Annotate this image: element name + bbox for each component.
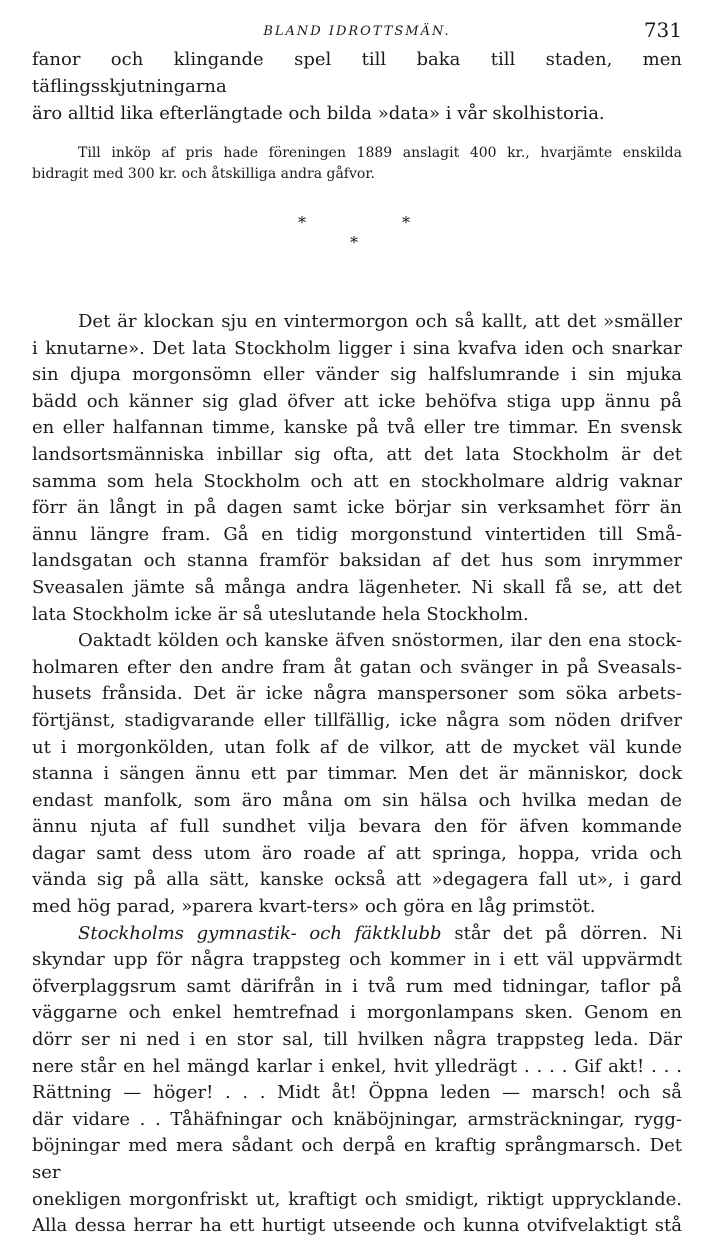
text-line: Oaktadt kölden och kanske äfven snöstormen, ilar den ena stock- — [78, 630, 682, 652]
text-line — [32, 921, 682, 948]
text-line: endast manfolk, som äro måna om sin hälsa och hvilka medan de — [32, 789, 682, 811]
text-line: nere står en hel mängd karlar i enkel, hvit ylledrägt . . . . Gif akt! . . . — [32, 1055, 682, 1077]
text-line: onekligen morgonfriskt ut, kraftigt och smidigt, riktigt upprycklande. — [32, 1188, 682, 1210]
text-line: stanna i sängen ännu ett par timmar. Men det är människor, dock — [32, 763, 682, 785]
text-line: förtjänst, stadigvarande eller tillfällig, icke några som nöden drifver — [32, 709, 682, 731]
text-line: i knutarne». Det lata Stockholm ligger i sina kvafva iden och snarkar — [32, 337, 682, 359]
paragraph — [32, 628, 682, 921]
text-line: lata Stockholm icke är så uteslutande hela Stockholm. — [32, 603, 529, 625]
asterisk: * — [402, 213, 410, 232]
text-line: husets frånsida. Det är icke några manspersoner som söka arbets- — [32, 683, 682, 705]
continued-paragraph — [32, 46, 682, 127]
asterisk: * — [298, 213, 306, 232]
text-line: Sveasalen jämte så många andra lägenheter. Ni skall få se, att det — [32, 576, 682, 598]
running-title: BLAND IDROTTSMÄN. — [263, 24, 451, 39]
text-line: öfverplaggsrum samt därifrån in i två rum med tidningar, taflor på — [32, 975, 682, 997]
book-page — [32, 14, 682, 1240]
club-name: Stockholms gymnastik- och fäktklubb — [78, 922, 442, 944]
text-line: Rättning — höger! . . . Midt åt! Öppna leden — marsch! och så — [32, 1082, 682, 1104]
text-line: där vidare . . Tåhäfningar och knäböjningar, armsträckningar, rygg- — [32, 1108, 682, 1130]
text-line: fanor och klingande spel till baka till staden, men täflingsskjutningarna — [32, 49, 682, 97]
text-line: med hög parad, »parera kvart-ters» och göra en låg primstöt. — [32, 896, 596, 918]
main-text — [32, 309, 682, 1240]
text-line: dagar samt dess utom äro roade af att springa, hoppa, vrida och — [32, 842, 682, 864]
text-line: vända sig på alla sätt, kanske också att »degagera fall ut», i gard — [32, 869, 682, 891]
text-line: bädd och känner sig glad öfver att icke behöfva stiga upp ännu på — [32, 390, 682, 412]
text-line: samma som hela Stockholm och att en stockholmare aldrig vaknar — [32, 470, 682, 492]
text-line: holmaren efter den andre fram åt gatan och svänger in på Sveasals- — [32, 656, 682, 678]
text-line: skyndar upp för några trappsteg och kommer in i ett väl uppvärmdt — [32, 949, 682, 971]
page-header — [32, 14, 682, 44]
text-line: ut i morgonkölden, utan folk af de vilkor, att de mycket väl kunde — [32, 736, 682, 758]
section-break-asterisks — [32, 213, 682, 269]
footnote — [32, 143, 682, 185]
text-line: ännu njuta af full sundhet vilja bevara den för äfven kommande — [32, 816, 682, 838]
text-line: sin djupa morgonsömn eller vänder sig halfslumrande i sin mjuka — [32, 364, 682, 386]
text-line: dörr ser ni ned i en stor sal, till hvilken några trappsteg leda. Där — [32, 1029, 682, 1051]
text-line: landsortsmänniska inbillar sig ofta, att det lata Stockholm är det — [32, 443, 682, 465]
footnote-line: bidragit med 300 kr. och åtskilliga andra gåfvor. — [32, 166, 375, 182]
footnote-line: Till inköp af pris hade föreningen 1889 anslagit 400 kr., hvarjämte enskilda — [78, 145, 682, 161]
text-line: en eller halfannan timme, kanske på två eller tre timmar. En svensk — [32, 417, 682, 439]
asterisk: * — [350, 233, 358, 252]
text-line: böjningar med mera sådant och derpå en kraftig språngmarsch. Det ser — [32, 1135, 682, 1183]
text-fragment: står det på dörren. Ni — [454, 922, 682, 944]
text-line: äro alltid lika efterlängtade och bilda »data» i vår skolhistoria. — [32, 103, 605, 124]
paragraph — [32, 309, 682, 628]
text-line: landsgatan och stanna framför baksidan af det hus som inrymmer — [32, 550, 682, 572]
text-line: förr än långt in på dagen samt icke börjar sin verksamhet förr än — [32, 497, 682, 519]
paragraph — [32, 921, 682, 1240]
text-line: väggarne och enkel hemtrefnad i morgonlampans sken. Genom en — [32, 1002, 682, 1024]
page-number: 731 — [643, 18, 682, 42]
text-line: Alla dessa herrar ha ett hurtigt utseende och kunna otvifvelaktigt stå — [32, 1215, 682, 1237]
text-line: Det är klockan sju en vintermorgon och så kallt, att det »smäller — [78, 311, 682, 332]
text-line: ännu längre fram. Gå en tidig morgonstund vintertiden till Små- — [32, 523, 682, 545]
